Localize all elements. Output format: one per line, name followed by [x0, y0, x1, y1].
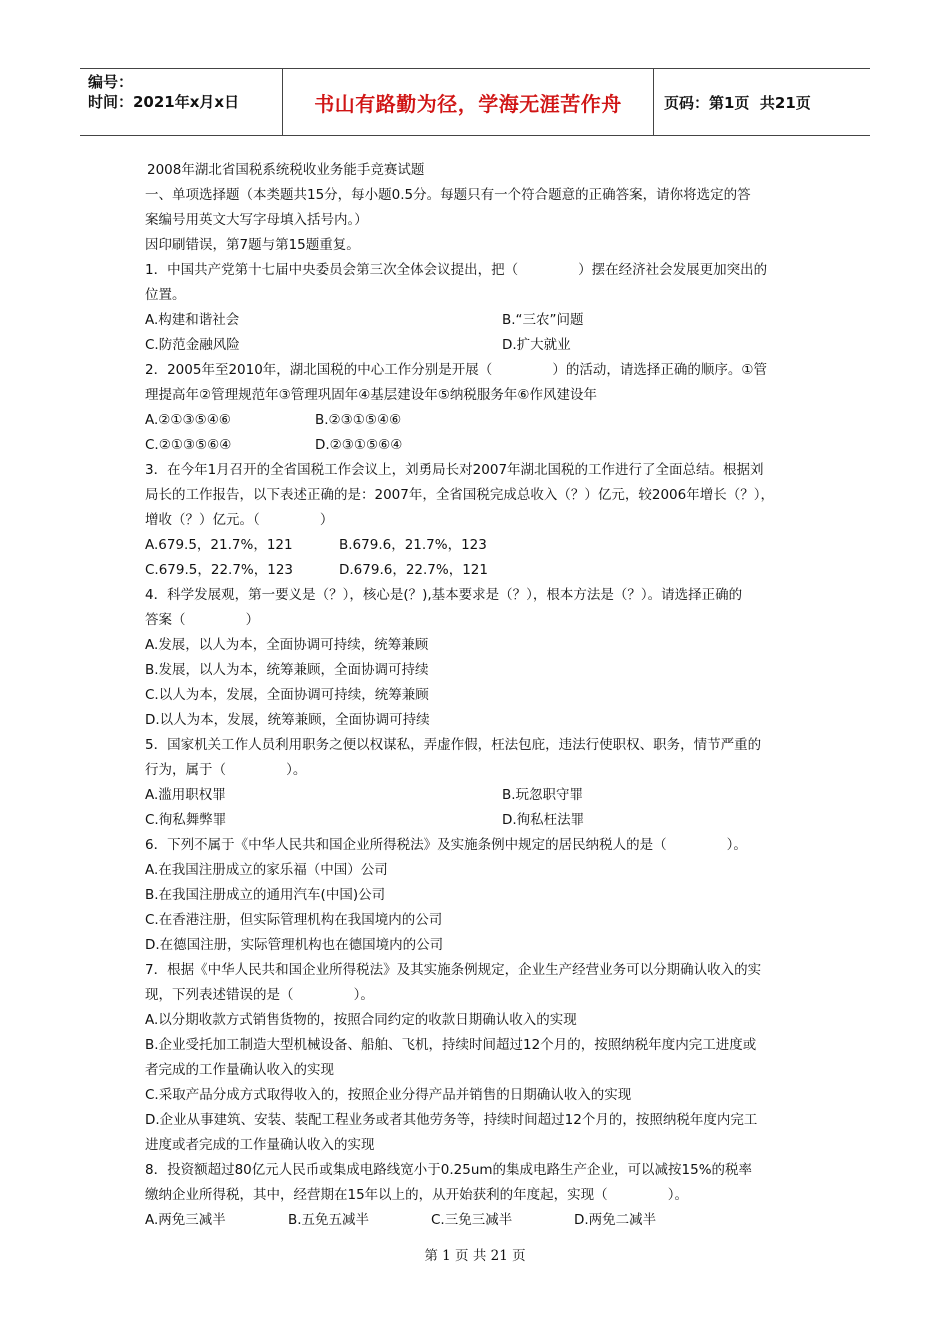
question-5-options — [145, 808, 813, 833]
question-5-text: 5．国家机关工作人员利用职务之便以权谋私，弄虚作假，枉法包庇，违法行使职权、职务，情节严重的 — [145, 737, 762, 753]
option-a: A.构建和谐社会 — [145, 312, 240, 328]
page-header — [80, 68, 870, 136]
document-code-label: 编号： — [88, 73, 134, 91]
question-5-text: 行为，属于（ ）。 — [145, 762, 307, 778]
option-a: A.②①③⑤④⑥ — [145, 412, 231, 428]
question-1-options — [145, 333, 813, 358]
question-3-text: 增收（？）亿元。（ ） — [145, 512, 334, 528]
option-a: A.679.5，21.7%，121 — [145, 537, 293, 553]
header-left-cell — [80, 69, 282, 135]
option-d: D.扩大就业 — [502, 337, 571, 353]
question-7-text: 现，下列表述错误的是（ ）。 — [145, 987, 374, 1003]
option-d: D.两免二减半 — [574, 1212, 657, 1228]
question-3-options — [145, 558, 813, 583]
question-5-options — [145, 783, 813, 808]
option-d: D.在德国注册，实际管理机构也在德国境内的公司 — [145, 937, 444, 953]
question-3-text: 3．在今年1月召开的全省国税工作会议上，刘勇局长对2007年湖北国税的工作进行了全面总结。根据刘 — [145, 462, 764, 478]
question-4-text: 答案（ ） — [145, 612, 260, 628]
option-d: D.徇私枉法罪 — [502, 812, 585, 828]
question-8-options — [145, 1208, 813, 1233]
document-date: 时间：2021年x月x日 — [88, 93, 240, 111]
option-b: B.在我国注册成立的通用汽车(中国)公司 — [145, 887, 386, 903]
page-footer: 第 1 页 共 21 页 — [424, 1248, 526, 1264]
header-motto: 书山有路勤为径，学海无涯苦作舟 — [282, 69, 654, 135]
option-c: C.徇私舞弊罪 — [145, 812, 227, 828]
option-a: A.以分期收款方式销售货物的，按照合同约定的收款日期确认收入的实现 — [145, 1012, 577, 1028]
option-c: C.②①③⑤⑥④ — [145, 437, 232, 453]
question-6-text: 6．下列不属于《中华人民共和国企业所得税法》及实施条例中规定的居民纳税人的是（ ）。 — [145, 837, 747, 853]
option-d: D.企业从事建筑、安装、装配工程业务或者其他劳务等，持续时间超过12个月的，按照纳税年度内完工 — [145, 1112, 758, 1128]
option-d: D.以人为本，发展，统筹兼顾，全面协调可持续 — [145, 712, 430, 728]
option-b-cont: 者完成的工作量确认收入的实现 — [145, 1062, 334, 1078]
question-2-options — [145, 433, 813, 458]
errata-notice: 因印刷错误，第7题与第15题重复。 — [145, 237, 360, 253]
section-heading: 一、单项选择题（本类题共15分，每小题0.5分。每题只有一个符合题意的正确答案，请你将选定的答 — [145, 187, 751, 203]
option-b: B.玩忽职守罪 — [502, 787, 584, 803]
option-b: B.企业受托加工制造大型机械设备、船舶、飞机，持续时间超过12个月的，按照纳税年度内完工进度或 — [145, 1037, 757, 1053]
option-a: A.在我国注册成立的家乐福（中国）公司 — [145, 862, 388, 878]
question-1-text: 位置。 — [145, 287, 186, 303]
option-b: B.五免五减半 — [288, 1212, 370, 1228]
option-b: B.发展，以人为本，统筹兼顾，全面协调可持续 — [145, 662, 429, 678]
option-a: A.发展，以人为本，全面协调可持续，统筹兼顾 — [145, 637, 429, 653]
document-title: 2008年湖北省国税系统税收业务能手竞赛试题 — [147, 162, 425, 178]
question-7-text: 7．根据《中华人民共和国企业所得税法》及其实施条例规定，企业生产经营业务可以分期确认收入的实 — [145, 962, 762, 978]
option-b: B.“三农”问题 — [502, 312, 584, 328]
option-b: B.679.6，21.7%，123 — [339, 537, 487, 553]
option-c: C.三免三减半 — [431, 1212, 513, 1228]
question-1-text: 1．中国共产党第十七届中央委员会第三次全体会议提出，把（ ）摆在经济社会发展更加突出的 — [145, 262, 768, 278]
option-c: C.采取产品分成方式取得收入的，按照企业分得产品并销售的日期确认收入的实现 — [145, 1087, 632, 1103]
question-3-options — [145, 533, 813, 558]
section-heading-cont: 案编号用英文大写字母填入括号内。） — [145, 212, 368, 228]
option-c: C.以人为本，发展，全面协调可持续，统筹兼顾 — [145, 687, 429, 703]
option-d-cont: 进度或者完成的工作量确认收入的实现 — [145, 1137, 375, 1153]
question-2-text: 理提高年②管理规范年③管理巩固年④基层建设年⑤纳税服务年⑥作风建设年 — [145, 387, 598, 403]
document-body — [145, 158, 813, 1233]
question-8-text: 缴纳企业所得税，其中，经营期在15年以上的，从开始获利的年度起，实现（ ）。 — [145, 1187, 689, 1203]
question-8-text: 8．投资额超过80亿元人民币或集成电路线宽小于0.25um的集成电路生产企业，可以减按15%的税率 — [145, 1162, 753, 1178]
option-c: C.在香港注册，但实际管理机构在我国境内的公司 — [145, 912, 443, 928]
option-a: A.两免三减半 — [145, 1212, 226, 1228]
question-2-options — [145, 408, 813, 433]
header-page-info: 页码：第1页 共21页 — [664, 93, 811, 112]
option-d: D.679.6，22.7%，121 — [339, 562, 488, 578]
option-a: A.滥用职权罪 — [145, 787, 226, 803]
option-d: D.②③①⑤⑥④ — [315, 437, 403, 453]
question-4-text: 4．科学发展观，第一要义是（？），核心是(？),基本要求是（？），根本方法是（？）。请选择正确的 — [145, 587, 743, 603]
question-1-options — [145, 308, 813, 333]
option-b: B.②③①⑤④⑥ — [315, 412, 402, 428]
question-2-text: 2．2005年至2010年，湖北国税的中心工作分别是开展（ ）的活动，请选择正确的顺序。①管 — [145, 362, 767, 378]
option-c: C.679.5，22.7%，123 — [145, 562, 294, 578]
option-c: C.防范金融风险 — [145, 337, 240, 353]
question-3-text: 局长的工作报告，以下表述正确的是：2007年，全省国税完成总收入（？）亿元，较2006年增长（？）， — [145, 487, 774, 503]
